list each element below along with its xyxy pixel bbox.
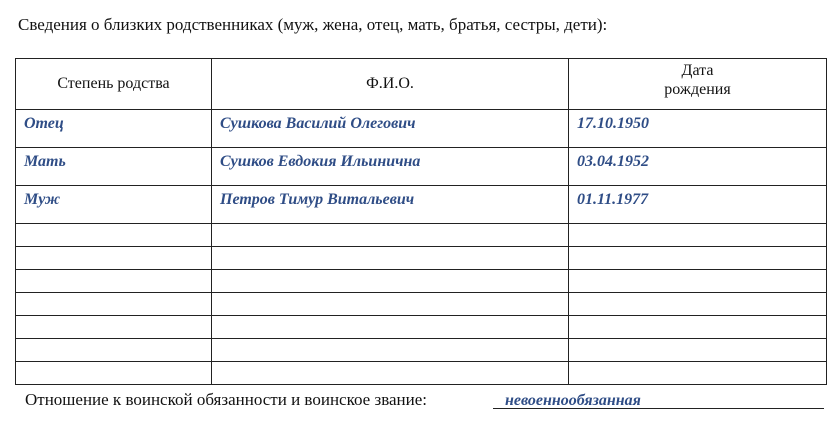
empty-cell[interactable] [16,293,212,316]
empty-cell[interactable] [212,247,569,270]
empty-cell[interactable] [569,316,827,339]
empty-table-row [16,247,827,270]
header-relation: Степень родства [16,59,212,110]
cell-relation[interactable]: Отец [16,110,212,148]
cell-birth-date[interactable]: 01.11.1977 [569,186,827,224]
empty-cell[interactable] [212,339,569,362]
military-status-label: Отношение к воинской обязанности и воинское звание: [25,390,428,409]
section-heading: Сведения о близких родственниках (муж, жена, отец, мать, братья, сестры, дети): [18,15,608,34]
empty-cell[interactable] [16,316,212,339]
empty-cell[interactable] [16,247,212,270]
cell-name[interactable]: Сушков Евдокия Ильинична [212,148,569,186]
relatives-table [15,58,827,385]
empty-cell[interactable] [569,362,827,385]
cell-relation[interactable]: Мать [16,148,212,186]
empty-cell[interactable] [212,224,569,247]
header-birth-date-line2: рождения [664,81,731,98]
empty-cell[interactable] [212,270,569,293]
empty-table-row [16,293,827,316]
empty-cell[interactable] [569,339,827,362]
header-birth-date [569,59,827,110]
header-birth-date-line1: Дата [681,62,714,79]
empty-table-row [16,224,827,247]
table-row [16,110,827,148]
empty-cell[interactable] [16,224,212,247]
empty-cell[interactable] [212,316,569,339]
empty-cell[interactable] [16,270,212,293]
empty-cell[interactable] [569,247,827,270]
table-row [16,148,827,186]
empty-table-row [16,362,827,385]
empty-cell[interactable] [212,293,569,316]
empty-table-row [16,270,827,293]
cell-relation[interactable]: Муж [16,186,212,224]
military-status-value[interactable]: невоеннообязанная [505,392,641,409]
empty-cell[interactable] [569,270,827,293]
cell-name[interactable]: Петров Тимур Витальевич [212,186,569,224]
cell-birth-date[interactable]: 17.10.1950 [569,110,827,148]
table-header-row [16,59,827,110]
empty-table-row [16,339,827,362]
cell-birth-date[interactable]: 03.04.1952 [569,148,827,186]
empty-table-row [16,316,827,339]
empty-cell[interactable] [569,293,827,316]
empty-cell[interactable] [16,339,212,362]
header-name: Ф.И.О. [212,59,569,110]
empty-cell[interactable] [16,362,212,385]
empty-cell[interactable] [212,362,569,385]
table-row [16,186,827,224]
empty-cell[interactable] [569,224,827,247]
cell-name[interactable]: Сушкова Василий Олегович [212,110,569,148]
